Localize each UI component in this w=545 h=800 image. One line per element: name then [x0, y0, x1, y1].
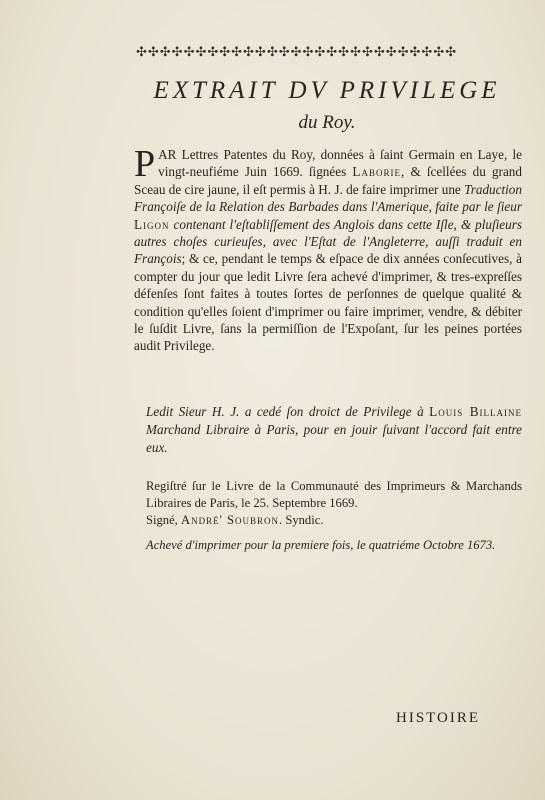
author-name: Ligon — [134, 216, 170, 232]
privilege-paragraph — [134, 143, 522, 355]
privilege-text-2: , & ſcellées du grand Sceau de cire jaune, il eſt permis à H. J. de faire imprimer une — [134, 164, 522, 197]
cession-paragraph — [146, 403, 522, 457]
decorative-border: ✣✣✣✣✣✣✣✣✣✣✣✣✣✣✣✣✣✣✣✣✣✣✣✣✣✣✣ — [136, 45, 458, 60]
page-subtitle: du Roy. — [298, 112, 356, 133]
signature-line — [146, 512, 522, 529]
privilege-text-3: ; & ce, pendant le temps & eſpace de dix années conſecutives, à compter du jour que ledit Livre ſera achevé d'imprimer, & tres-expreſſes défenſes ſont faites à toutes ſortes de perſonnes de quelque qualité & condition qu'elles ſoient d'imprimer ou faire imprimer, vendre, & débiter le ſuſdit Livre, ſans la permiſſion de l'Expoſant, ſur les peines portées audit Privilege. — [134, 251, 522, 354]
registration-paragraph: Regiſtré ſur le Livre de la Communauté des Imprimeurs & Marchands Libraires de Paris, le 25. Septembre 1669. — [146, 479, 522, 510]
privilege-text-1: AR Lettres Patentes du Roy, données à ſaint Germain en Laye, le vingt-neufiéme Juin 1669. ſignées — [158, 147, 522, 180]
signature-prefix: Signé, — [146, 513, 181, 527]
book-title-italic: Traduction Françoiſe de la Relation des Barbades dans l'Amerique, faite par le ſieur — [134, 181, 522, 215]
cession-text-1: Ledit Sieur H. J. a cedé ſon droict de Privilege à — [146, 404, 430, 419]
publisher-name: Louis Billaine — [429, 404, 522, 419]
drop-cap: P — [134, 143, 156, 185]
signatory-name: Laborie — [352, 164, 401, 180]
book-title-italic-2: contenant l'eſtabliſſement des Anglois dans cette Iſle, & pluſieurs autres choſes curieuſes, avec l'Eſtat de l'Angleterre, auſſi traduit en François — [134, 216, 522, 267]
catchword: HISTOIRE — [396, 710, 481, 726]
syndic-name: André' Soubron — [180, 513, 280, 527]
printing-completion-note: Achevé d'imprimer pour la premiere fois, le quatriéme Octobre 1673. — [146, 538, 496, 552]
cession-text-2: Marchand Libraire à Paris, pour en jouir ſuivant l'accord fait entre eux. — [146, 422, 522, 455]
signature-suffix: . Syndic. — [279, 513, 324, 527]
page-title: EXTRAIT DV PRIVILEGE — [153, 77, 501, 104]
